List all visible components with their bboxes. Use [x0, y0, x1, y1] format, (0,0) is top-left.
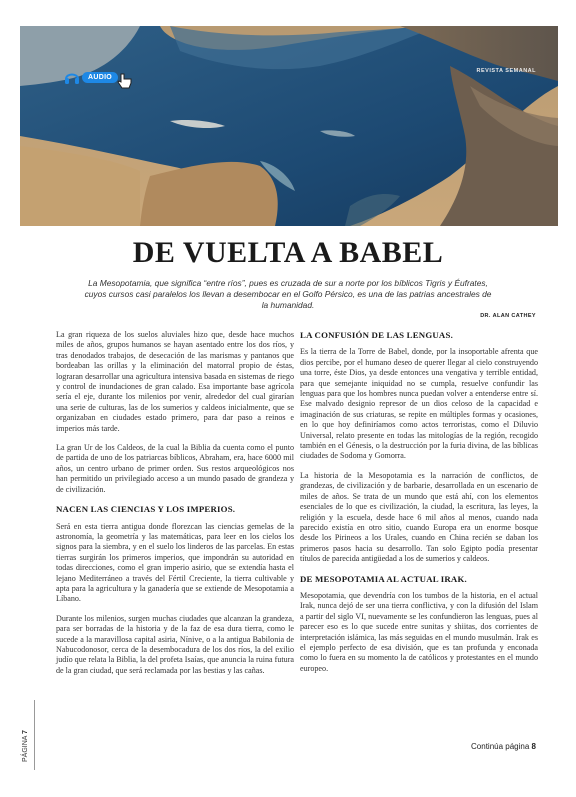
paragraph: La gran riqueza de los suelos aluviales hizo que, desde hace muchos miles de años, grupos humanos se hayan asentado entre los dos ríos, y tras denodados trabajos, de desecación de las marismas y pantanos que bordeaban las orillas y la eliminación del matorral propio de éstas, lograran desarrollar una agricultura intensiva basada en sistemas de riego y control de inundaciones de gran calado. Esa importante base agrícola sería el eje, durante los milenios por venir, alrededor del cual girarían una serie de culturas, las de los sumerios y caldeos inicialmente, que se organizaban en ciudades estado primero, para dar paso a reinos e imperios más tarde.: [56, 330, 294, 433]
margin-rule: [34, 700, 35, 770]
audio-badge[interactable]: [64, 70, 134, 84]
article-title: DE VUELTA A BABEL: [132, 236, 444, 269]
continue-text: Continúa página: [471, 742, 530, 751]
paragraph: Es la tierra de la Torre de Babel, donde, por la insoportable afrenta que dios percibe, por el humano deseo de querer llegar al cielo construyendo una torre, éste Dios, ya desde entonces una vengativa y terrible entidad, para que semejante iniquidad no se cumpla, resuelve confundir las lenguas para que los hombres nunca puedan volver a entenderse entre sí. Ese malvado designio represor de un dios celoso de la capacidad e imaginación de sus criaturas, se repite en múltiples formas y ocasiones, en lo que hoy definiríamos como actos terroristas, como el Diluvio Universal, relato presente en todas las mitologías de la región, recogido también en el Génesis, o la destrucción por la furia divina, de las bíblicas ciudades de Sodoma y Gomorra.: [300, 347, 538, 461]
pointing-hand-icon: [116, 72, 134, 90]
paragraph: La historia de la Mesopotamia es la narración de conflictos, de grandezas, de civilización y de barbarie, desarrollada en un escenario de miles de años. Se trata de un mundo que está ahí, con los elementos esenciales de lo que es civilización, la ciudad, la escritura, las leyes, la religión y la escuela, desde hace 6 mil años al menos, cuando nada parecido existía en otro sitio, cuando Europa era un enorme bosque desde los Pirineos a los Urales, cuando en China recién se daban los primeros pasos hacia su desarrollo. Tan solo Egipto podía presentar títulos de parecida antigüedad a los de sumerios y caldeos.: [300, 470, 538, 564]
section-heading: NACEN LAS CIENCIAS Y LOS IMPERIOS.: [56, 504, 236, 515]
headphones-icon: [64, 70, 80, 84]
continue-link[interactable]: [471, 742, 536, 751]
page-word: PÁGINA: [22, 735, 29, 762]
audio-label: AUDIO: [82, 72, 118, 83]
satellite-hero-image: [20, 26, 558, 226]
paragraph: Durante los milenios, surgen muchas ciudades que alcanzan la grandeza, para ser borradas de la historia y de la faz de esa dura tierra, como le sucede a la maravillosa capital asiria, Nínive, o a la antigua Babilonia de Nabucodonosor, cerca de la desembocadura de los dos ríos, la del exilio judío que relata la Biblia, la del profeta Isaías, que anuncia la ruina futura de la gran ciudad, que será reclamada por las bestias y las cañas.: [56, 613, 294, 675]
article-subtitle: La Mesopotamia, que significa “entre ríos”, pues es cruzada de sur a norte por los bíblicos Tigris y Éufrates, cuyos cursos casi paralelos los llevan a desembocar en el Golfo Pérsico, es una de las patrias ancestrales de la humanidad.: [84, 278, 492, 310]
page-number-label: [22, 730, 29, 762]
magazine-label: REVISTA SEMANAL: [476, 68, 536, 74]
left-column: [56, 330, 294, 685]
section-heading: LA CONFUSIÓN DE LAS LENGUAS.: [300, 330, 453, 340]
section-heading: DE MESOPOTAMIA AL ACTUAL IRAK.: [300, 573, 467, 584]
right-column: [300, 330, 538, 683]
persian-gulf-satellite-image: [20, 26, 558, 226]
paragraph: La gran Ur de los Caldeos, de la cual la Biblia da cuenta como el punto de partida de uno de los patriarcas bíblicos, Abraham, era, hace 6000 mil años, un centro urbano de primer orden. Sus restos arqueológicos nos han permitido un privilegiado acceso a un mundo pasado de grandeza y de civilización.: [56, 443, 294, 494]
page-number: 7: [22, 730, 29, 734]
paragraph: Mesopotamia, que devendría con los tumbos de la historia, en el actual Irak, nunca dejó de ser una tierra conflictiva, y con la difusión del Islam a partir del siglo VI, nuevamente se les confundieron las lenguas, pues al parecer eso es lo que sucede entre sunitas y shiitas, dos corrientes de interpretación islámica, las más seguidas en el mundo musulmán. Irak es el ejemplo perfecto de esa división, que es tan profunda y enconada como lo fuera en su momento la de católicos y protestantes en el mundo europeo.: [300, 590, 538, 673]
paragraph: Será en esta tierra antigua donde florezcan las ciencias gemelas de la astronomía, la geometría y las matemáticas, para leer en los cielos los signos para la siembra, y en el suelo los linderos de las parcelas. En estas tierras surgirán los primeros imperios, que impondrán su autoridad en todas direcciones, como el gran imperio asirio, que se extendía hasta el lejano Mediterráneo a través del Fértil Creciente, la tierra cultivable y apta para la agricultura y la ganadería que se extiende de Mesopotamia a Líbano.: [56, 521, 294, 604]
continue-page-number: 8: [531, 742, 536, 751]
author-byline: DR. ALAN CATHEY: [480, 313, 536, 319]
